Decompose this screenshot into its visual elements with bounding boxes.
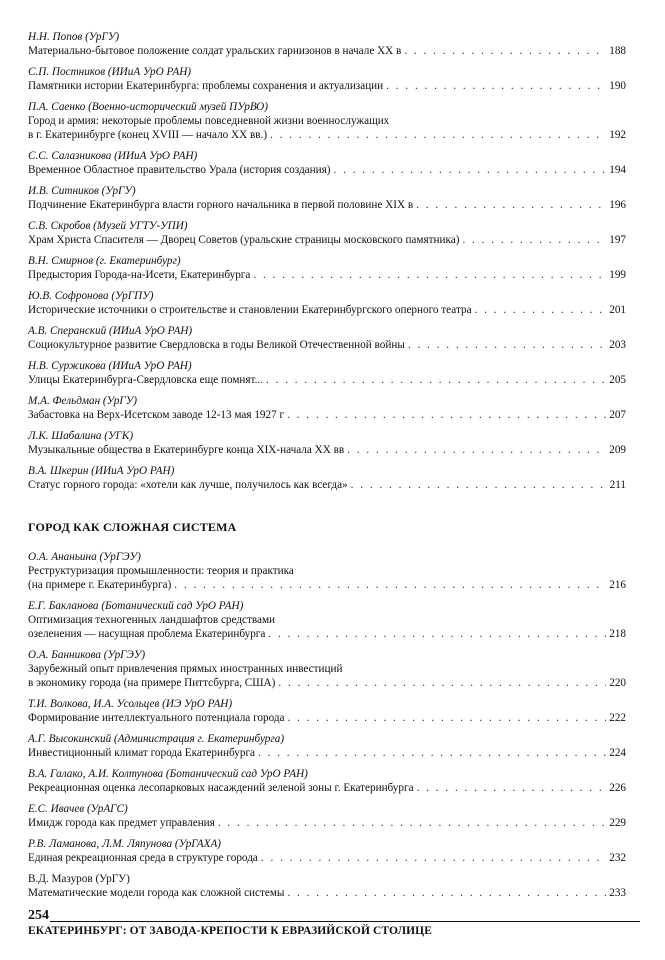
entry-page-number: 216: [609, 579, 626, 591]
entry-title-row: [28, 233, 626, 247]
entry-page-number: 188: [609, 45, 626, 57]
entry-page-number: 197: [609, 234, 626, 246]
contents-entry: [28, 802, 626, 830]
entry-title-line: (на примере г. Екатеринбурга): [28, 579, 172, 591]
entry-title-row: [28, 373, 626, 387]
entry-title-line: Зарубежный опыт привлечения прямых иностранных инвестиций: [28, 663, 343, 675]
entry-author: С.П. Постников (ИИиА УрО РАН): [28, 66, 191, 78]
contents-entry: [28, 599, 626, 641]
entry-page-number: 218: [609, 628, 626, 640]
footer-rule: [50, 921, 640, 922]
entry-title-line: Предыстория Города-на-Исети, Екатеринбурга: [28, 269, 251, 281]
contents-entry: [28, 732, 626, 760]
entry-title-row: [28, 338, 626, 352]
entry-page-number: 233: [609, 887, 626, 899]
entry-title-row: [28, 816, 626, 830]
dot-leader: [288, 711, 607, 725]
contents-entry: [28, 30, 626, 58]
entry-author: В.А. Шкерин (ИИиА УрО РАН): [28, 465, 175, 477]
contents-entry: [28, 289, 626, 317]
entry-author: С.С. Салазникова (ИИиА УрО РАН): [28, 150, 198, 162]
entry-author: М.А. Фельдман (УрГУ): [28, 395, 137, 407]
dot-leader: [268, 627, 606, 641]
entry-title-row: [28, 443, 626, 457]
entry-page-number: 199: [609, 269, 626, 281]
entry-title-line: Материально-бытовое положение солдат уральских гарнизонов в начале XX в: [28, 45, 402, 57]
entry-page-number: 222: [609, 712, 626, 724]
dot-leader: [416, 198, 606, 212]
page-number: 254: [28, 908, 49, 923]
entry-page-number: 201: [609, 304, 626, 316]
entry-title-row: [28, 408, 626, 422]
entry-title-line: Город и армия: некоторые проблемы повседневной жизни военнослужащих: [28, 115, 390, 127]
entry-title-line: в г. Екатеринбурге (конец XVIII — начало XX вв.): [28, 129, 268, 141]
entry-title-line: Оптимизация техногенных ландшафтов средствами: [28, 614, 276, 626]
dot-leader: [278, 676, 606, 690]
entry-title-line: Математические модели города как сложной системы: [28, 887, 285, 899]
contents-list-history: [28, 30, 626, 492]
entry-title-row: [28, 886, 626, 900]
entry-title-row: [28, 268, 626, 282]
contents-entry: [28, 872, 626, 900]
contents-entry: [28, 394, 626, 422]
entry-author: Н.Н. Попов (УрГУ): [28, 31, 120, 43]
contents-entry: [28, 648, 626, 690]
entry-title-row: [28, 303, 626, 317]
contents-entry: [28, 837, 626, 865]
entry-author: Е.Г. Бакланова (Ботанический сад УрО РАН): [28, 600, 244, 612]
dot-leader: [266, 373, 606, 387]
entry-title-row: [28, 578, 626, 592]
entry-title-line: Улицы Екатеринбурга-Свердловска еще помнят...: [28, 374, 263, 386]
entry-title-line: Реструктуризация промышленности: теория и практика: [28, 565, 294, 577]
entry-author: Р.В. Ламанова, Л.М. Ляпунова (УрГАХА): [28, 838, 222, 850]
contents-entry: [28, 464, 626, 492]
entry-title-line: Формирование интеллектуального потенциала города: [28, 712, 285, 724]
entry-title-line: Подчинение Екатеринбурга власти горного начальника в первой половине XIX в: [28, 199, 414, 211]
dot-leader: [270, 128, 606, 142]
entry-title-line: Храм Христа Спасителя — Дворец Советов (уральские страницы московского памятника): [28, 234, 460, 246]
dot-leader: [462, 233, 606, 247]
entry-title-line: Музыкальные общества в Екатеринбурге конца XIX-начала XX вв: [28, 444, 345, 456]
entry-page-number: 224: [609, 747, 626, 759]
entry-author: И.В. Ситников (УрГУ): [28, 185, 136, 197]
entry-author: Ю.В. Софронова (УрГПУ): [28, 290, 154, 302]
contents-entry: [28, 550, 626, 592]
entry-author: Н.В. Суржикова (ИИиА УрО РАН): [28, 360, 192, 372]
entry-page-number: 205: [609, 374, 626, 386]
entry-page-number: 194: [609, 164, 626, 176]
dot-leader: [404, 44, 606, 58]
dot-leader: [261, 851, 606, 865]
entry-page-number: 196: [609, 199, 626, 211]
entry-title-row: [28, 676, 626, 690]
page-footer: [28, 908, 640, 937]
entry-title-line: Инвестиционный климат города Екатеринбурга: [28, 747, 256, 759]
dot-leader: [258, 746, 606, 760]
entry-author: С.В. Скробов (Музей УГТУ-УПИ): [28, 220, 188, 232]
entry-title-line: Исторические источники о строительстве и становлении Екатеринбургского оперного театра: [28, 304, 472, 316]
entry-author: П.А. Саенко (Военно-исторический музей ПУрВО): [28, 101, 268, 113]
contents-entry: [28, 697, 626, 725]
entry-title-row: [28, 851, 626, 865]
contents-list-city-system: [28, 550, 626, 900]
entry-page-number: 190: [609, 80, 626, 92]
dot-leader: [347, 443, 606, 457]
entry-title-row: [28, 627, 626, 641]
dot-leader: [218, 816, 606, 830]
contents-entry: [28, 184, 626, 212]
contents-entry: [28, 65, 626, 93]
entry-author: О.А. Ананьина (УрГЭУ): [28, 551, 141, 563]
entry-title-line: Забастовка на Верх-Исетском заводе 12-13 мая 1927 г: [28, 409, 285, 421]
entry-author: Т.И. Волкова, И.А. Усольцев (ИЭ УрО РАН): [28, 698, 233, 710]
entry-page-number: 203: [609, 339, 626, 351]
entry-title-line: Рекреационная оценка лесопарковых насаждений зеленой зоны г. Екатеринбурга: [28, 782, 414, 794]
dot-leader: [253, 268, 606, 282]
entry-title-line: Социокультурное развитие Свердловска в годы Великой Отечественной войны: [28, 339, 405, 351]
contents-entry: [28, 219, 626, 247]
entry-page-number: 209: [609, 444, 626, 456]
entry-title-row: [28, 163, 626, 177]
dot-leader: [287, 886, 606, 900]
dot-leader: [333, 163, 606, 177]
dot-leader: [174, 578, 606, 592]
entry-title-line: Памятники истории Екатеринбурга: проблемы сохранения и актуализации: [28, 80, 384, 92]
entry-title-line: озеленения — насущная проблема Екатеринбурга: [28, 628, 266, 640]
entry-page-number: 229: [609, 817, 626, 829]
entry-title-row: [28, 781, 626, 795]
running-title: ЕКАТЕРИНБУРГ: ОТ ЗАВОДА-КРЕПОСТИ К ЕВРАЗИЙСКОЙ СТОЛИЦЕ: [28, 925, 432, 937]
entry-page-number: 207: [609, 409, 626, 421]
entry-title-line: в экономику города (на примере Питтсбурга, США): [28, 677, 276, 689]
entry-title-line: Единая рекреационная среда в структуре города: [28, 852, 258, 864]
entry-author: В.Н. Смирнов (г. Екатеринбург): [28, 255, 181, 267]
contents-entry: [28, 254, 626, 282]
entry-page-number: 226: [609, 782, 626, 794]
entry-title-row: [28, 746, 626, 760]
contents-entry: [28, 359, 626, 387]
dot-leader: [475, 303, 607, 317]
entry-author: А.В. Сперанский (ИИиА УрО РАН): [28, 325, 193, 337]
entry-title-line: Имидж города как предмет управления: [28, 817, 215, 829]
entry-author: А.Г. Высокинский (Администрация г. Екатеринбурга): [28, 733, 285, 745]
dot-leader: [287, 408, 606, 422]
entry-author: Е.С. Ивачев (УрАГС): [28, 803, 128, 815]
entry-author: Л.К. Шабалина (УГК): [28, 430, 134, 442]
entry-page-number: 220: [609, 677, 626, 689]
entry-author: В.А. Галако, А.И. Колтунова (Ботанический сад УрО РАН): [28, 768, 308, 780]
entry-title-row: [28, 478, 626, 492]
section-title: ГОРОД КАК СЛОЖНАЯ СИСТЕМА: [28, 520, 237, 534]
entry-author: О.А. Банникова (УрГЭУ): [28, 649, 146, 661]
entry-title-line: Временное Областное правительство Урала (история создания): [28, 164, 331, 176]
entry-author: В.Д. Мазуров (УрГУ): [28, 873, 130, 885]
dot-leader: [351, 478, 607, 492]
table-of-contents: [28, 30, 626, 907]
entry-title-row: [28, 79, 626, 93]
entry-title-line: Статус горного города: «хотели как лучше, получилось как всегда»: [28, 479, 348, 491]
entry-title-row: [28, 711, 626, 725]
contents-entry: [28, 324, 626, 352]
entry-title-row: [28, 44, 626, 58]
dot-leader: [386, 79, 606, 93]
dot-leader: [417, 781, 607, 795]
entry-title-row: [28, 198, 626, 212]
contents-entry: [28, 100, 626, 142]
contents-entry: [28, 767, 626, 795]
entry-page-number: 232: [609, 852, 626, 864]
dot-leader: [408, 338, 606, 352]
entry-title-row: [28, 128, 626, 142]
entry-page-number: 192: [609, 129, 626, 141]
entry-page-number: 211: [609, 479, 626, 491]
contents-entry: [28, 429, 626, 457]
contents-entry: [28, 149, 626, 177]
